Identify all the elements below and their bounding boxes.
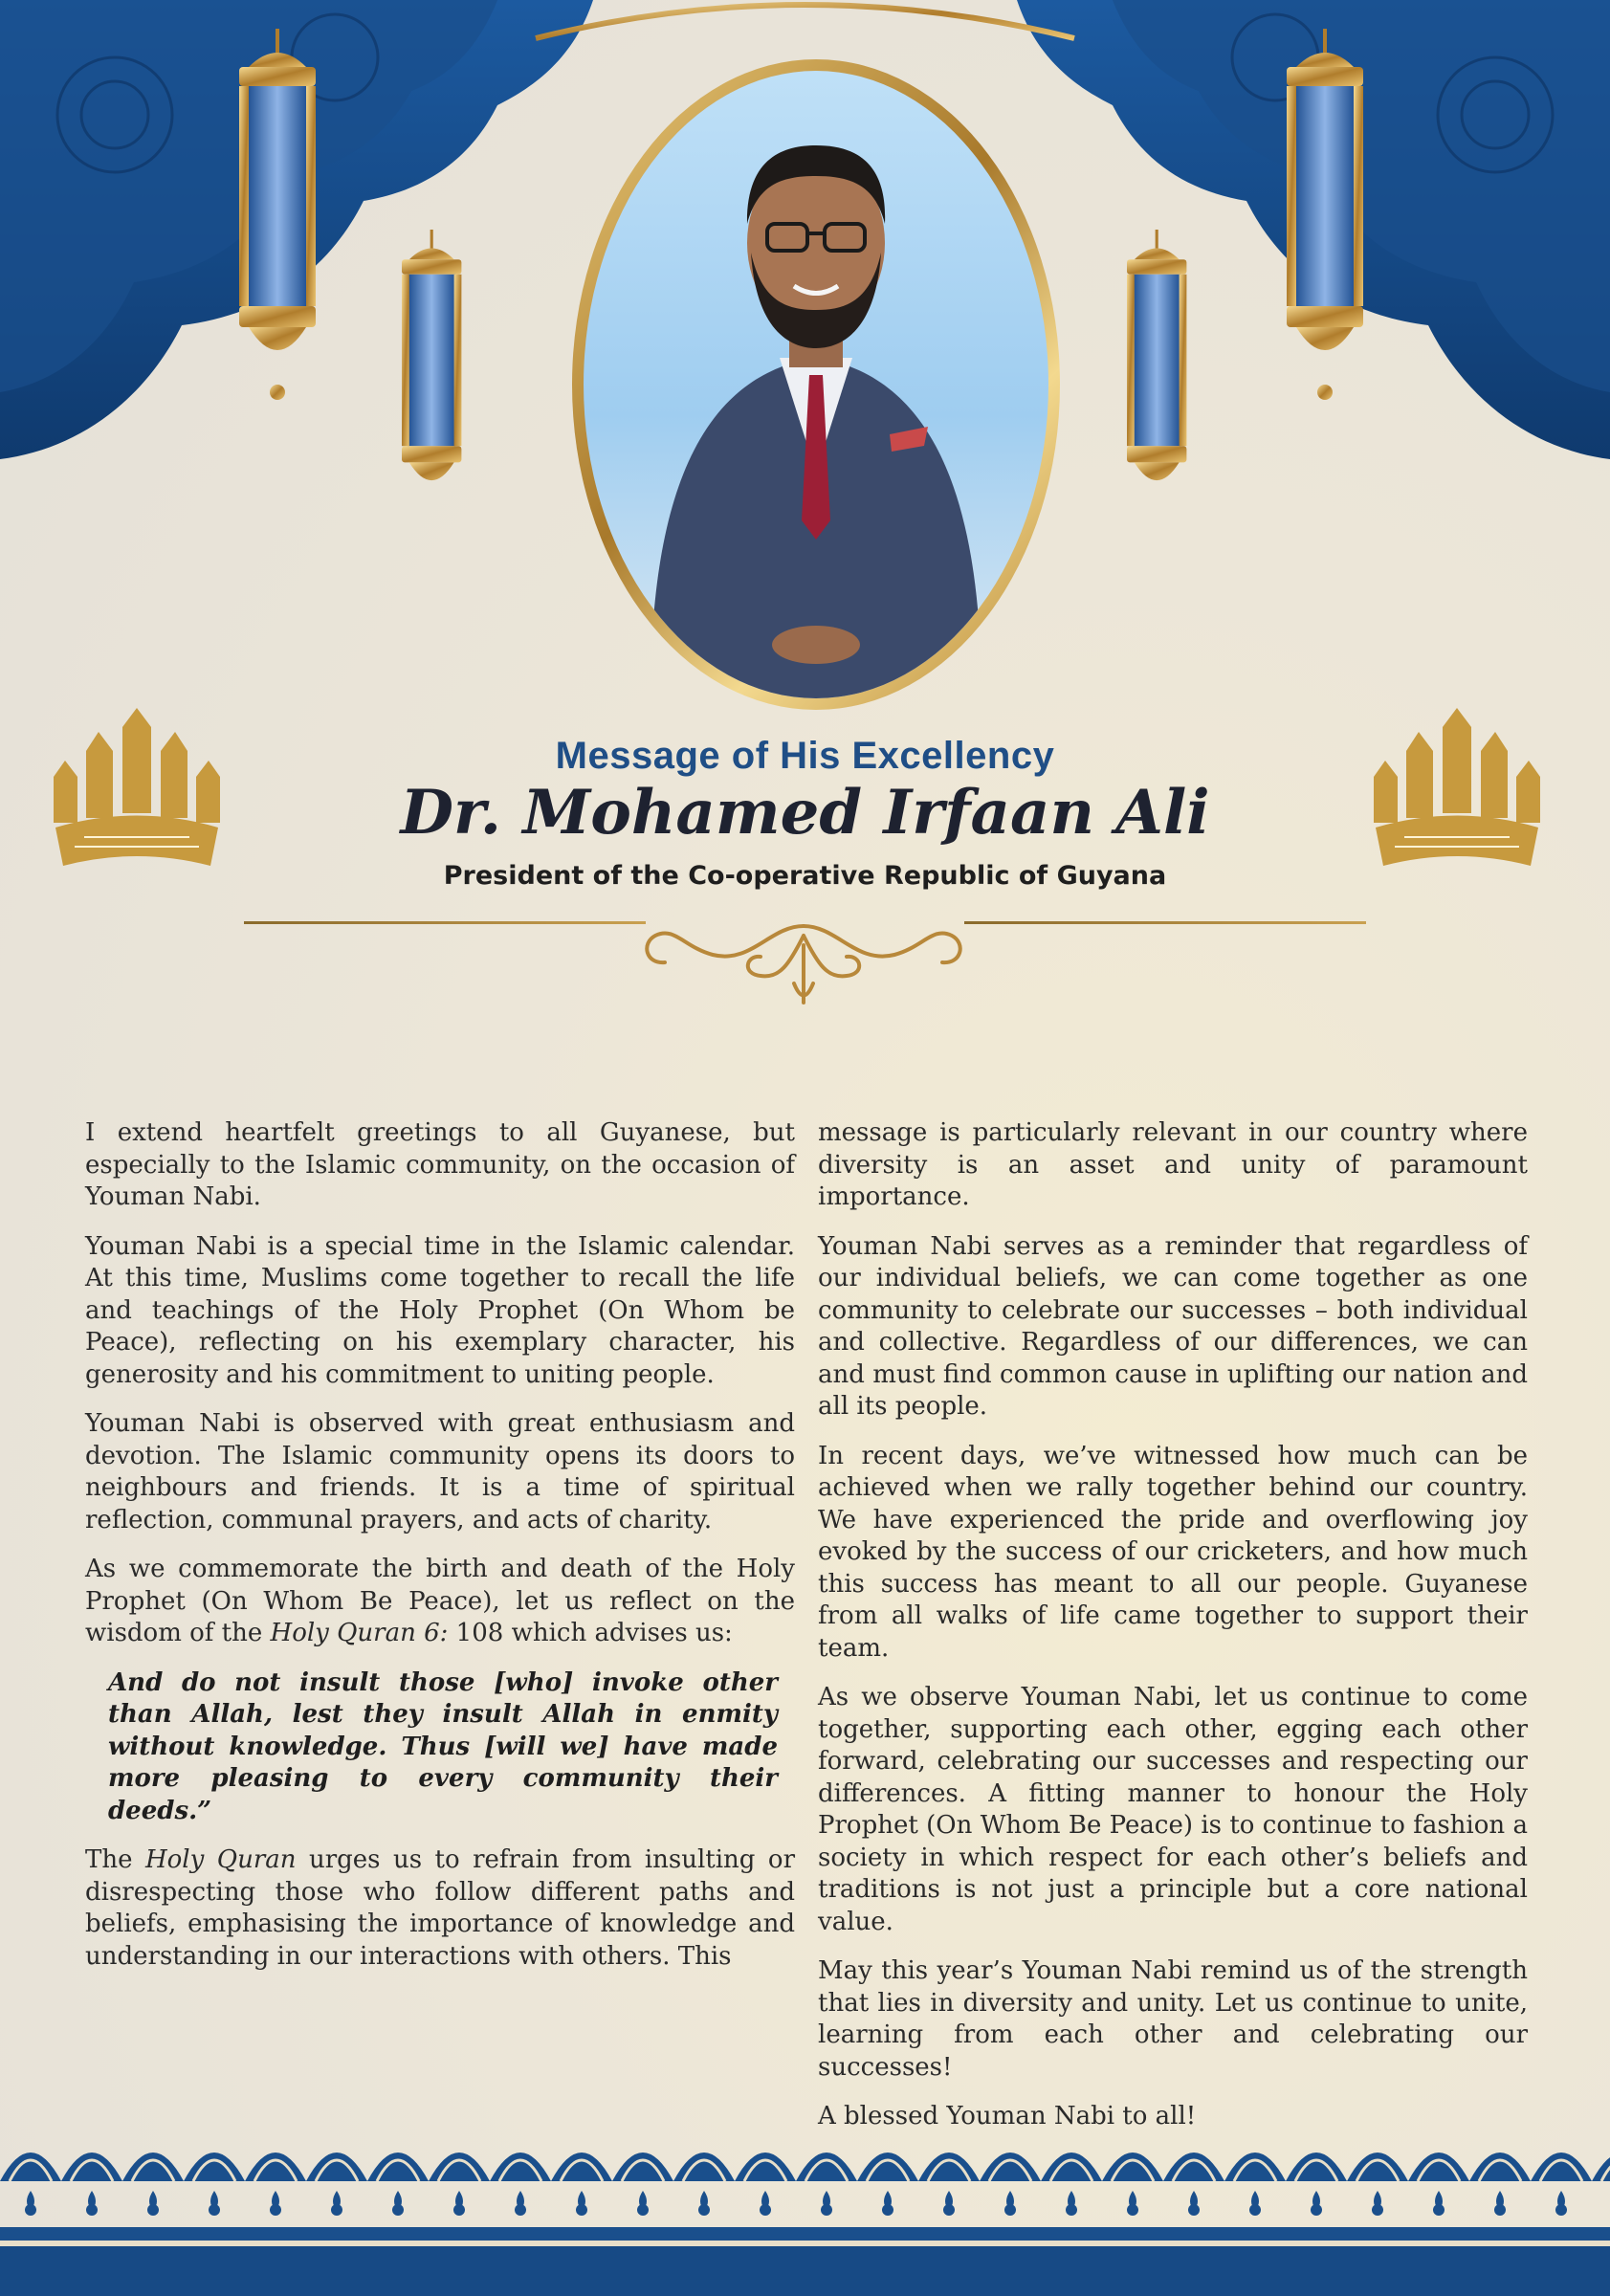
paragraph: Youman Nabi is observed with great enthusiasm and devotion. The Islamic community opens its doors to neighbours and friends. It is a time of spiritual reflection, communal prayers, and acts of charity. bbox=[85, 1409, 795, 1534]
message-column-left bbox=[85, 1117, 795, 1990]
paragraph: Youman Nabi serves as a reminder that regardless of our individual beliefs, we can come together as one community to celebrate our successes – both individual and collective. Regardless of our differences, we can and must find common cause in uplifting our nation and all its people. bbox=[818, 1231, 1528, 1421]
paragraph: May this year’s Youman Nabi remind us of the strength that lies in diversity and unity. Let us continue to unite, learning from each other and celebrating our successes! bbox=[818, 1956, 1528, 2082]
closing-line: A blessed Youman Nabi to all! bbox=[818, 2102, 1197, 2130]
divider-line-right bbox=[964, 921, 1366, 924]
message-column-right bbox=[818, 1117, 1528, 2151]
paragraph: I extend heartfelt greetings to all Guyanese, but especially to the Islamic community, on the occasion of Youman Nabi. bbox=[85, 1118, 795, 1211]
paragraph: In recent days, we’ve witnessed how much can be achieved when we rally together behind our country. We have experienced the pride and overflowing joy evoked by the success of our cricketers, and how much this success has meant to all our people. Guyanese from all walks of life came together to support their team. bbox=[818, 1441, 1528, 1663]
paragraph: As we observe Youman Nabi, let us continue to come together, supporting each other, egging each other forward, celebrating our successes and respecting our differences. A fitting manner to honour the Holy Prophet (On Whom Be Peace) is to continue to fashion a society in which respect for each other’s beliefs and traditions is not just a principle but a core national value. bbox=[818, 1683, 1528, 1936]
paragraph bbox=[85, 1844, 795, 1973]
paragraph: Youman Nabi is a special time in the Islamic calendar. At this time, Muslims come together to recall the life and teachings of the Holy Prophet (On Whom be Peace), reflecting on his exemplary character, his generosity and his commitment to uniting people. bbox=[85, 1231, 795, 1389]
president-title: President of the Co-operative Republic of Guyana bbox=[443, 861, 1167, 891]
quran-quote: And do not insult those [who] invoke other than Allah, lest they insult Allah in enmity without knowledge. Thus [will we] have made more pleasing to every community their deeds.” bbox=[108, 1667, 778, 1825]
paragraph bbox=[85, 1554, 795, 1650]
portrait-frame bbox=[572, 59, 1060, 710]
scallop-border bbox=[0, 2105, 1610, 2296]
message-label: Message of His Excellency bbox=[555, 735, 1055, 777]
text-run: As we commemorate the birth and death of the Holy Prophet (On Whom Be Peace), let us reflect on the wisdom of the bbox=[85, 1555, 795, 1647]
paragraph: message is particularly relevant in our country where diversity is an asset and unity of paramount importance. bbox=[818, 1118, 1528, 1211]
scripture-reference: Holy Quran bbox=[144, 1845, 297, 1874]
divider-line-left bbox=[244, 921, 646, 924]
president-portrait bbox=[584, 71, 1048, 698]
text-run: urges us to refrain from insulting or disrespecting those who follow different paths and beliefs, emphasising the importance of knowledge and understanding in our interactions with others. This bbox=[85, 1845, 795, 1971]
president-name: Dr. Mohamed Irfaan Ali bbox=[400, 777, 1210, 849]
text-run: The bbox=[85, 1845, 145, 1874]
lantern-icon bbox=[402, 230, 461, 480]
lantern-icon bbox=[239, 29, 316, 400]
lantern-icon bbox=[1127, 230, 1186, 480]
text-run: 108 which advises us: bbox=[448, 1619, 733, 1647]
scripture-reference: Holy Quran 6: bbox=[270, 1619, 449, 1647]
lantern-icon bbox=[1287, 29, 1363, 400]
flourish-ornament bbox=[636, 907, 971, 1012]
